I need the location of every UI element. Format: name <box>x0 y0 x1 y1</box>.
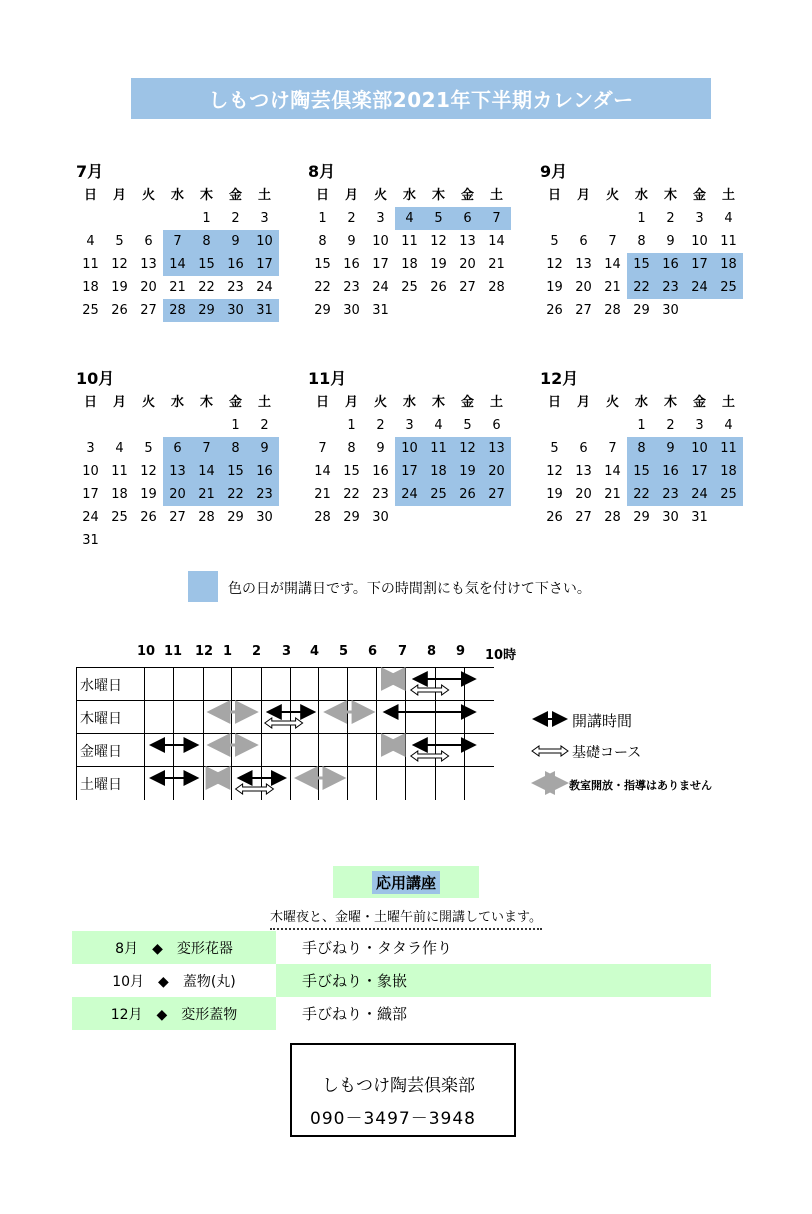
day-cell: 19 <box>111 280 128 295</box>
class-day-cell: 17 <box>395 460 424 483</box>
day-cell: 17 <box>82 487 99 502</box>
day-cell: 25 <box>401 280 418 295</box>
day-cell: 13 <box>575 464 592 479</box>
day-cell: 3 <box>695 418 704 433</box>
day-cell: 11 <box>82 257 99 272</box>
class-day-cell: 22 <box>627 483 656 506</box>
day-cell: 15 <box>314 257 331 272</box>
weekday-header: 火 <box>373 188 387 203</box>
day-cell: 31 <box>691 510 708 525</box>
day-cell: 30 <box>662 510 679 525</box>
weekday-header: 土 <box>257 188 271 203</box>
class-day-cell: 28 <box>163 299 192 322</box>
weekday-header: 日 <box>547 188 561 203</box>
class-day-cell: 30 <box>221 299 250 322</box>
key-open-room: 教室開放・指導はありません <box>569 779 712 792</box>
class-day-cell: 15 <box>221 460 250 483</box>
day-cell: 19 <box>430 257 447 272</box>
day-cell: 5 <box>144 441 153 456</box>
class-day-cell: 4 <box>395 207 424 230</box>
day-cell: 23 <box>343 280 360 295</box>
weekday-header: 水 <box>634 395 648 410</box>
advanced-row <box>72 997 711 1030</box>
advanced-course-note: 木曜夜と、金曜・土曜午前に開講しています。 <box>270 906 542 930</box>
day-cell: 4 <box>434 418 443 433</box>
basic-course-arrow <box>411 685 449 695</box>
class-day-cell: 7 <box>482 207 511 230</box>
month-calendar <box>76 367 286 552</box>
class-day-cell: 23 <box>250 483 279 506</box>
class-day-cell: 20 <box>163 483 192 506</box>
day-cell: 23 <box>372 487 389 502</box>
class-day-cell: 17 <box>685 253 714 276</box>
day-cell: 28 <box>314 510 331 525</box>
day-cell: 24 <box>372 280 389 295</box>
empty-cell <box>308 414 337 437</box>
class-day-cell: 7 <box>192 437 221 460</box>
weekday-header: 月 <box>112 188 126 203</box>
weekday-header: 金 <box>460 395 474 410</box>
day-cell: 5 <box>550 441 559 456</box>
day-cell: 28 <box>604 303 621 318</box>
day-cell: 5 <box>463 418 472 433</box>
month-calendar <box>308 367 518 529</box>
day-cell: 21 <box>604 280 621 295</box>
class-day-cell: 19 <box>453 460 482 483</box>
day-cell: 12 <box>546 257 563 272</box>
day-cell: 29 <box>343 510 360 525</box>
class-day-cell: 20 <box>482 460 511 483</box>
class-day-cell: 16 <box>221 253 250 276</box>
day-cell: 26 <box>140 510 157 525</box>
weekday-header: 水 <box>402 395 416 410</box>
day-cell: 30 <box>343 303 360 318</box>
day-cell: 8 <box>637 234 646 249</box>
basic-course-arrow <box>411 751 449 761</box>
day-cell: 28 <box>488 280 505 295</box>
day-cell: 30 <box>662 303 679 318</box>
hour-label: 12 <box>195 644 214 659</box>
day-cell: 21 <box>604 487 621 502</box>
day-cell: 4 <box>724 418 733 433</box>
class-day-cell: 17 <box>250 253 279 276</box>
weekday-header: 金 <box>692 188 706 203</box>
day-cell: 7 <box>608 234 617 249</box>
advanced-row-technique: 手びねり・タタラ作り <box>302 939 453 957</box>
day-cell: 30 <box>256 510 273 525</box>
day-cell: 27 <box>575 303 592 318</box>
day-cell: 13 <box>140 257 157 272</box>
day-cell: 13 <box>459 234 476 249</box>
class-day-cell: 31 <box>250 299 279 322</box>
class-day-cell: 15 <box>627 460 656 483</box>
day-cell: 12 <box>430 234 447 249</box>
weekday-header: 火 <box>141 188 155 203</box>
day-cell: 16 <box>343 257 360 272</box>
day-cell: 14 <box>604 464 621 479</box>
weekday-header: 金 <box>692 395 706 410</box>
class-day-cell: 23 <box>656 483 685 506</box>
month-calendar <box>76 160 286 322</box>
day-cell: 1 <box>637 418 646 433</box>
class-day-cell: 10 <box>395 437 424 460</box>
day-cell: 2 <box>666 211 675 226</box>
class-day-cell: 8 <box>221 437 250 460</box>
weekday-header: 水 <box>170 395 184 410</box>
day-cell: 19 <box>546 280 563 295</box>
day-cell: 10 <box>372 234 389 249</box>
weekday-header: 木 <box>199 188 213 203</box>
weekday-header: 水 <box>170 188 184 203</box>
weekday-header: 土 <box>721 188 735 203</box>
day-cell: 14 <box>604 257 621 272</box>
key-arrows <box>530 710 570 800</box>
day-cell: 22 <box>198 280 215 295</box>
class-day-cell: 10 <box>250 230 279 253</box>
advanced-row-technique: 手びねり・象嵌 <box>276 964 711 997</box>
day-cell: 21 <box>488 257 505 272</box>
hour-label: 10 <box>137 644 156 659</box>
advanced-row <box>72 964 711 997</box>
day-cell: 8 <box>318 234 327 249</box>
day-cell: 10 <box>691 234 708 249</box>
empty-cell <box>540 414 569 437</box>
class-day-cell: 24 <box>685 483 714 506</box>
day-cell: 1 <box>347 418 356 433</box>
class-day-cell: 7 <box>163 230 192 253</box>
day-cell: 12 <box>111 257 128 272</box>
day-cell: 1 <box>202 211 211 226</box>
day-cell: 2 <box>231 211 240 226</box>
class-day-cell: 13 <box>163 460 192 483</box>
class-day-cell: 15 <box>627 253 656 276</box>
weekday-header: 火 <box>605 188 619 203</box>
day-cell: 18 <box>401 257 418 272</box>
empty-cell <box>105 414 134 437</box>
hour-label: 2 <box>252 644 262 659</box>
day-cell: 1 <box>231 418 240 433</box>
day-cell: 2 <box>376 418 385 433</box>
day-cell: 28 <box>198 510 215 525</box>
day-cell: 12 <box>546 464 563 479</box>
weekday-header: 金 <box>228 395 242 410</box>
month-name: 9月 <box>540 162 568 181</box>
day-cell: 9 <box>376 441 385 456</box>
day-cell: 4 <box>724 211 733 226</box>
day-cell: 27 <box>459 280 476 295</box>
class-day-cell: 5 <box>424 207 453 230</box>
weekday-header: 日 <box>547 395 561 410</box>
hour-label: 10時 <box>485 648 517 663</box>
day-cell: 19 <box>140 487 157 502</box>
weekday-header: 月 <box>112 395 126 410</box>
weekday-header: 木 <box>199 395 213 410</box>
day-cell: 29 <box>633 303 650 318</box>
class-day-cell: 18 <box>424 460 453 483</box>
day-cell: 7 <box>608 441 617 456</box>
day-cell: 13 <box>575 257 592 272</box>
empty-cell <box>76 414 105 437</box>
weekday-header: 木 <box>663 395 677 410</box>
day-cell: 7 <box>318 441 327 456</box>
class-day-cell: 8 <box>627 437 656 460</box>
timetable-grid <box>76 667 494 800</box>
day-cell: 2 <box>260 418 269 433</box>
class-day-cell: 16 <box>250 460 279 483</box>
day-cell: 27 <box>575 510 592 525</box>
weekday-header: 金 <box>460 188 474 203</box>
class-day-cell: 24 <box>685 276 714 299</box>
day-cell: 26 <box>111 303 128 318</box>
empty-cell <box>598 207 627 230</box>
class-day-cell: 6 <box>163 437 192 460</box>
empty-cell <box>192 414 221 437</box>
class-day-cell: 25 <box>714 483 743 506</box>
day-cell: 6 <box>579 441 588 456</box>
day-cell: 12 <box>140 464 157 479</box>
day-cell: 14 <box>488 234 505 249</box>
month-calendar <box>308 160 518 322</box>
day-cell: 2 <box>666 418 675 433</box>
class-day-cell: 11 <box>424 437 453 460</box>
hour-label: 1 <box>223 644 233 659</box>
day-cell: 8 <box>347 441 356 456</box>
day-cell: 3 <box>405 418 414 433</box>
weekday-header: 日 <box>83 395 97 410</box>
class-day-cell: 22 <box>627 276 656 299</box>
day-cell: 11 <box>111 464 128 479</box>
empty-cell <box>134 207 163 230</box>
weekday-header: 木 <box>663 188 677 203</box>
day-cell: 18 <box>111 487 128 502</box>
day-cell: 16 <box>372 464 389 479</box>
day-cell: 11 <box>401 234 418 249</box>
day-cell: 3 <box>260 211 269 226</box>
class-day-cell: 23 <box>656 276 685 299</box>
class-day-cell: 9 <box>221 230 250 253</box>
hour-label: 9 <box>456 644 466 659</box>
class-day-cell: 17 <box>685 460 714 483</box>
day-cell: 21 <box>314 487 331 502</box>
day-cell: 18 <box>82 280 99 295</box>
weekday-header: 火 <box>605 395 619 410</box>
weekday-header: 月 <box>344 188 358 203</box>
weekday-header: 木 <box>431 188 445 203</box>
advanced-row-month: 8月 ◆ 変形花器 <box>72 931 276 964</box>
class-day-cell: 21 <box>192 483 221 506</box>
month-name: 7月 <box>76 162 104 181</box>
month-name: 12月 <box>540 369 579 388</box>
basic-course-arrow <box>236 784 274 794</box>
class-day-cell: 16 <box>656 253 685 276</box>
day-cell: 27 <box>169 510 186 525</box>
weekday-header: 水 <box>402 188 416 203</box>
contact-name: しもつけ陶芸倶楽部 <box>322 1076 475 1096</box>
weekday-header: 土 <box>257 395 271 410</box>
weekday-header: 火 <box>141 395 155 410</box>
empty-cell <box>540 207 569 230</box>
day-cell: 24 <box>82 510 99 525</box>
day-cell: 6 <box>492 418 501 433</box>
day-cell: 30 <box>372 510 389 525</box>
weekday-header: 火 <box>373 395 387 410</box>
day-cell: 31 <box>82 533 99 548</box>
class-day-cell: 18 <box>714 460 743 483</box>
day-cell: 9 <box>666 234 675 249</box>
contact-phone: 090－3497－3948 <box>310 1109 476 1129</box>
advanced-course-title-text: 応用講座 <box>372 871 440 894</box>
hour-label: 7 <box>398 644 408 659</box>
class-day-cell: 14 <box>163 253 192 276</box>
hour-label: 4 <box>310 644 320 659</box>
hour-label: 11 <box>164 644 183 659</box>
hour-label: 3 <box>282 644 292 659</box>
day-cell: 6 <box>579 234 588 249</box>
day-cell: 20 <box>459 257 476 272</box>
empty-cell <box>134 414 163 437</box>
timetable-day-label: 木曜日 <box>80 711 122 727</box>
weekday-header: 日 <box>315 188 329 203</box>
class-day-cell: 24 <box>395 483 424 506</box>
class-day-cell: 29 <box>192 299 221 322</box>
day-cell: 28 <box>604 510 621 525</box>
key-class-hours: 開講時間 <box>572 712 633 730</box>
weekday-header: 金 <box>228 188 242 203</box>
empty-cell <box>163 207 192 230</box>
day-cell: 6 <box>144 234 153 249</box>
day-cell: 11 <box>720 234 737 249</box>
day-cell: 21 <box>169 280 186 295</box>
empty-cell <box>569 207 598 230</box>
hour-label: 8 <box>427 644 437 659</box>
day-cell: 3 <box>376 211 385 226</box>
weekday-header: 水 <box>634 188 648 203</box>
day-cell: 2 <box>347 211 356 226</box>
class-day-cell: 27 <box>482 483 511 506</box>
month-calendar <box>540 160 750 322</box>
month-name: 11月 <box>308 369 347 388</box>
timetable-day-label: 土曜日 <box>80 777 122 793</box>
class-day-cell: 6 <box>453 207 482 230</box>
day-cell: 3 <box>695 211 704 226</box>
class-day-cell: 22 <box>221 483 250 506</box>
day-cell: 1 <box>637 211 646 226</box>
day-cell: 20 <box>575 280 592 295</box>
day-cell: 20 <box>140 280 157 295</box>
day-cell: 23 <box>227 280 244 295</box>
empty-cell <box>105 207 134 230</box>
day-cell: 25 <box>111 510 128 525</box>
advanced-row-month: 12月 ◆ 変形蓋物 <box>72 997 276 1030</box>
day-cell: 1 <box>318 211 327 226</box>
day-cell: 4 <box>86 234 95 249</box>
day-cell: 20 <box>575 487 592 502</box>
hour-label: 5 <box>339 644 349 659</box>
day-cell: 19 <box>546 487 563 502</box>
day-cell: 5 <box>115 234 124 249</box>
empty-cell <box>76 207 105 230</box>
class-day-cell: 16 <box>656 460 685 483</box>
basic-course-arrow <box>265 718 303 728</box>
day-cell: 22 <box>314 280 331 295</box>
weekday-header: 月 <box>576 395 590 410</box>
day-cell: 5 <box>550 234 559 249</box>
key-basic-course: 基礎コース <box>572 745 642 761</box>
advanced-row-technique: 手びねり・織部 <box>302 1005 408 1023</box>
advanced-row <box>72 931 711 964</box>
empty-cell <box>569 414 598 437</box>
class-day-cell: 25 <box>424 483 453 506</box>
day-cell: 29 <box>633 510 650 525</box>
month-calendar <box>540 367 750 529</box>
day-cell: 15 <box>343 464 360 479</box>
weekday-header: 月 <box>344 395 358 410</box>
weekday-header: 日 <box>315 395 329 410</box>
class-day-cell: 15 <box>192 253 221 276</box>
day-cell: 9 <box>347 234 356 249</box>
class-day-cell: 12 <box>453 437 482 460</box>
weekday-header: 日 <box>83 188 97 203</box>
timetable-day-label: 金曜日 <box>80 744 122 760</box>
day-cell: 4 <box>115 441 124 456</box>
day-cell: 25 <box>82 303 99 318</box>
weekday-header: 木 <box>431 395 445 410</box>
weekday-header: 土 <box>489 395 503 410</box>
weekday-header: 土 <box>489 188 503 203</box>
class-day-cell: 13 <box>482 437 511 460</box>
day-cell: 3 <box>86 441 95 456</box>
weekday-header: 土 <box>721 395 735 410</box>
day-cell: 14 <box>314 464 331 479</box>
day-cell: 26 <box>546 303 563 318</box>
class-day-cell: 10 <box>685 437 714 460</box>
day-cell: 24 <box>256 280 273 295</box>
empty-cell <box>598 414 627 437</box>
class-day-cell: 26 <box>453 483 482 506</box>
day-cell: 27 <box>140 303 157 318</box>
page-title: しもつけ陶芸倶楽部2021年下半期カレンダー <box>131 78 711 119</box>
day-cell: 29 <box>314 303 331 318</box>
day-cell: 29 <box>227 510 244 525</box>
day-cell: 31 <box>372 303 389 318</box>
class-day-cell: 8 <box>192 230 221 253</box>
month-name: 10月 <box>76 369 115 388</box>
class-day-cell: 11 <box>714 437 743 460</box>
advanced-course-title <box>333 866 479 898</box>
hour-label: 6 <box>368 644 378 659</box>
class-day-cell: 9 <box>656 437 685 460</box>
class-day-cell: 18 <box>714 253 743 276</box>
weekday-header: 月 <box>576 188 590 203</box>
empty-cell <box>163 414 192 437</box>
day-cell: 17 <box>372 257 389 272</box>
day-cell: 22 <box>343 487 360 502</box>
day-cell: 26 <box>546 510 563 525</box>
day-cell: 26 <box>430 280 447 295</box>
class-day-cell: 9 <box>250 437 279 460</box>
timetable-day-label: 水曜日 <box>80 678 122 694</box>
legend-color-swatch <box>188 571 218 602</box>
class-day-cell: 25 <box>714 276 743 299</box>
class-day-cell: 14 <box>192 460 221 483</box>
month-name: 8月 <box>308 162 336 181</box>
advanced-row-month: 10月 ◆ 蓋物(丸) <box>72 964 276 997</box>
legend-text: 色の日が開講日です。下の時間割にも気を付けて下さい。 <box>228 581 591 597</box>
day-cell: 10 <box>82 464 99 479</box>
contact-box <box>290 1043 516 1137</box>
